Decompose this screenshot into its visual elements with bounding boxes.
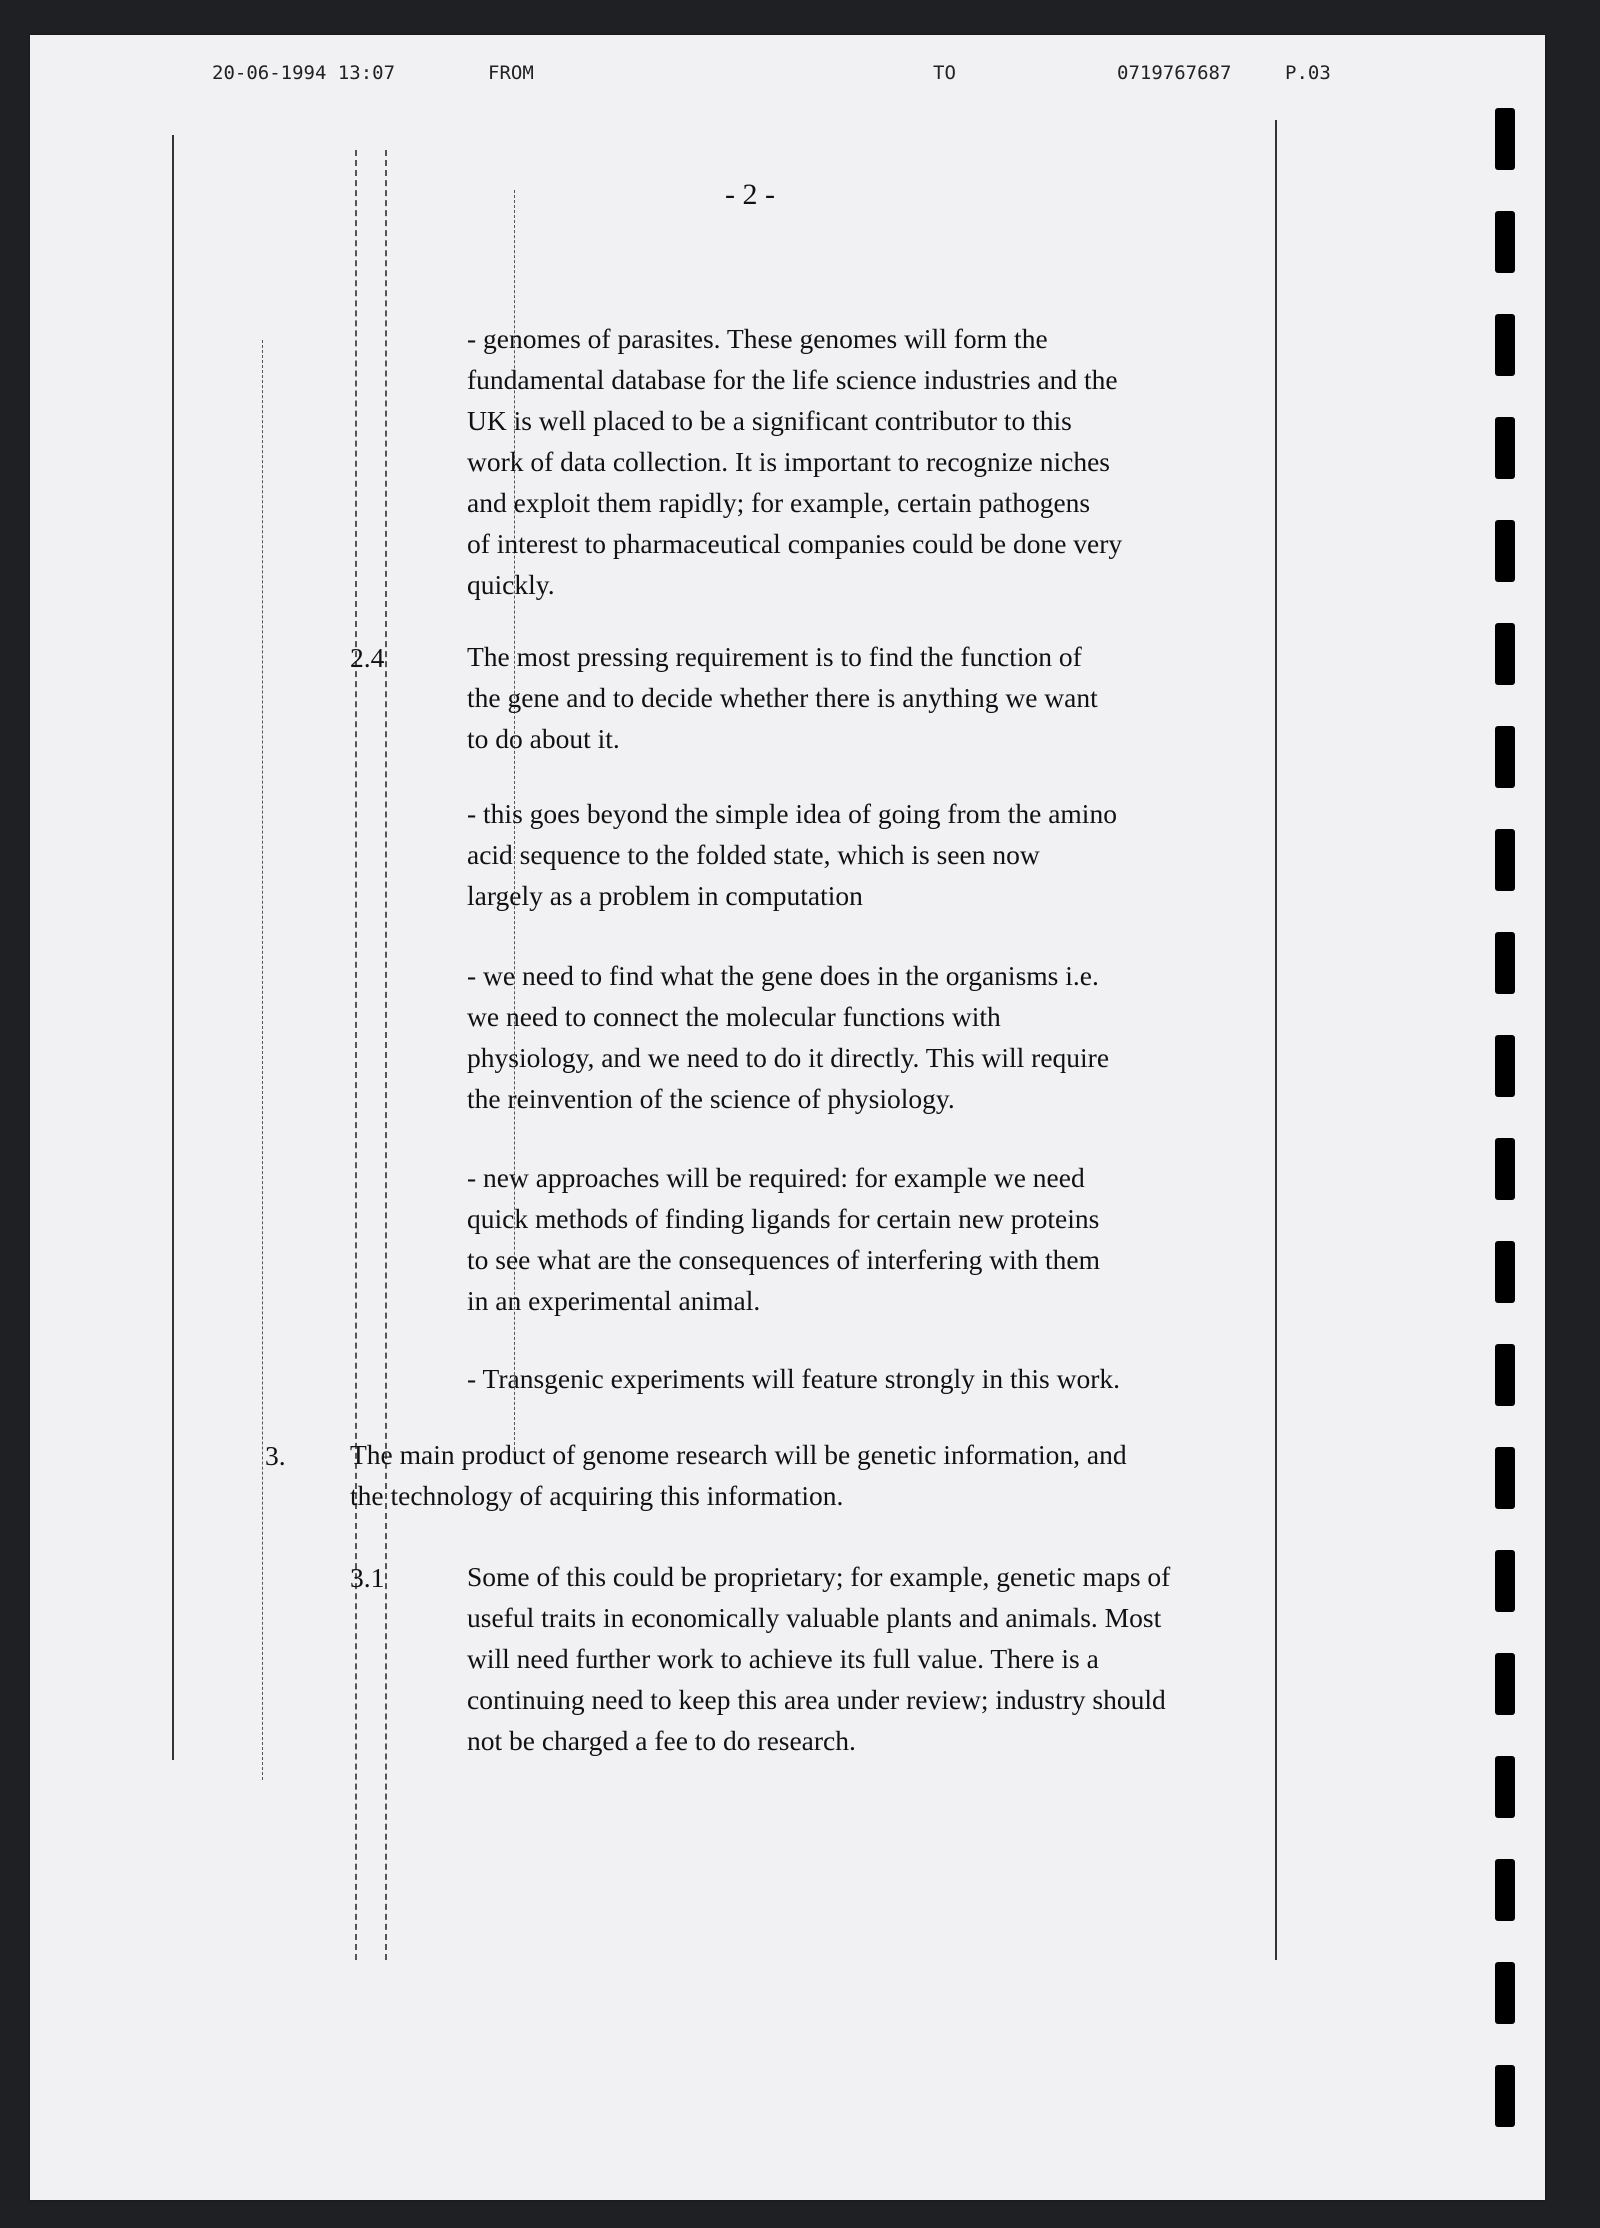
text-line: the technology of acquiring this information. <box>350 1480 844 1511</box>
fax-from-label: FROM <box>488 62 534 84</box>
binder-hole <box>1495 932 1515 994</box>
fax-datetime: 20-06-1994 13:07 <box>212 62 396 84</box>
text-line: - genomes of parasites. These genomes will form the <box>467 323 1048 354</box>
dashed-line-1 <box>355 150 357 1960</box>
text-line: largely as a problem in computation <box>467 880 863 911</box>
paragraph-section-2-4 <box>467 636 1098 759</box>
text-line: not be charged a fee to do research. <box>467 1725 856 1756</box>
text-line: Some of this could be proprietary; for example, genetic maps of <box>467 1561 1171 1592</box>
text-line: and exploit them rapidly; for example, certain pathogens <box>467 487 1091 518</box>
binder-hole <box>1495 1447 1515 1509</box>
binder-hole <box>1495 726 1515 788</box>
text-line: the gene and to decide whether there is anything we want <box>467 682 1098 713</box>
dashed-line-4 <box>262 340 263 1780</box>
text-line: will need further work to achieve its full value. There is a <box>467 1643 1099 1674</box>
text-line: UK is well placed to be a significant contributor to this <box>467 405 1072 436</box>
text-line: The main product of genome research will be genetic information, and <box>350 1439 1127 1470</box>
fax-to-label: TO <box>933 62 956 84</box>
text-line: quick methods of finding ligands for certain new proteins <box>467 1203 1100 1234</box>
text-line: acid sequence to the folded state, which is seen now <box>467 839 1040 870</box>
text-line: - this goes beyond the simple idea of going from the amino <box>467 798 1117 829</box>
text-line: quickly. <box>467 569 555 600</box>
text-line: to do about it. <box>467 723 620 754</box>
text-line: the reinvention of the science of physiology. <box>467 1083 955 1114</box>
paragraph-physiology <box>467 955 1109 1119</box>
binder-hole <box>1495 1859 1515 1921</box>
binder-hole <box>1495 1344 1515 1406</box>
binder-hole <box>1495 1653 1515 1715</box>
text-line: physiology, and we need to do it directly. This will require <box>467 1042 1110 1073</box>
text-line: useful traits in economically valuable plants and animals. Most <box>467 1602 1162 1633</box>
margin-line-left <box>172 135 174 1760</box>
section-number-3-1: 3.1 <box>350 1562 385 1593</box>
page-number: - 2 - <box>725 178 775 211</box>
binder-hole <box>1495 211 1515 273</box>
paragraph-section-3 <box>350 1434 1127 1516</box>
text-line: - new approaches will be required: for example we need <box>467 1162 1085 1193</box>
section-number-3: 3. <box>265 1440 286 1471</box>
text-line: work of data collection. It is important to recognize niches <box>467 446 1110 477</box>
binder-hole <box>1495 829 1515 891</box>
paragraph-transgenic <box>467 1358 1120 1399</box>
paragraph-section-3-1 <box>467 1556 1170 1761</box>
binder-hole <box>1495 108 1515 170</box>
margin-line-right <box>1275 120 1277 1960</box>
binder-hole <box>1495 1756 1515 1818</box>
text-line: - we need to find what the gene does in the organisms i.e. <box>467 960 1099 991</box>
text-line: continuing need to keep this area under review; industry should <box>467 1684 1166 1715</box>
binder-hole <box>1495 314 1515 376</box>
section-number-2-4: 2.4 <box>350 642 385 673</box>
binder-hole <box>1495 623 1515 685</box>
binder-hole <box>1495 1962 1515 2024</box>
binder-hole <box>1495 2065 1515 2127</box>
binder-hole <box>1495 1138 1515 1200</box>
binder-hole <box>1495 520 1515 582</box>
text-line: The most pressing requirement is to find the function of <box>467 641 1082 672</box>
binder-hole <box>1495 1241 1515 1303</box>
binder-hole <box>1495 1035 1515 1097</box>
text-line: in an experimental animal. <box>467 1285 761 1316</box>
text-line: - Transgenic experiments will feature strongly in this work. <box>467 1363 1121 1394</box>
dashed-line-2 <box>385 150 387 1960</box>
text-line: to see what are the consequences of interfering with them <box>467 1244 1101 1275</box>
fax-phone: 0719767687 <box>1117 62 1232 84</box>
paragraph-amino-acid <box>467 793 1117 916</box>
binder-hole <box>1495 1550 1515 1612</box>
paragraph-genomes-of-parasites <box>467 318 1122 605</box>
paragraph-new-approaches <box>467 1157 1100 1321</box>
text-line: of interest to pharmaceutical companies could be done very <box>467 528 1123 559</box>
text-line: fundamental database for the life science industries and the <box>467 364 1118 395</box>
binder-hole <box>1495 417 1515 479</box>
text-line: we need to connect the molecular functions with <box>467 1001 1001 1032</box>
fax-page: P.03 <box>1285 62 1331 84</box>
